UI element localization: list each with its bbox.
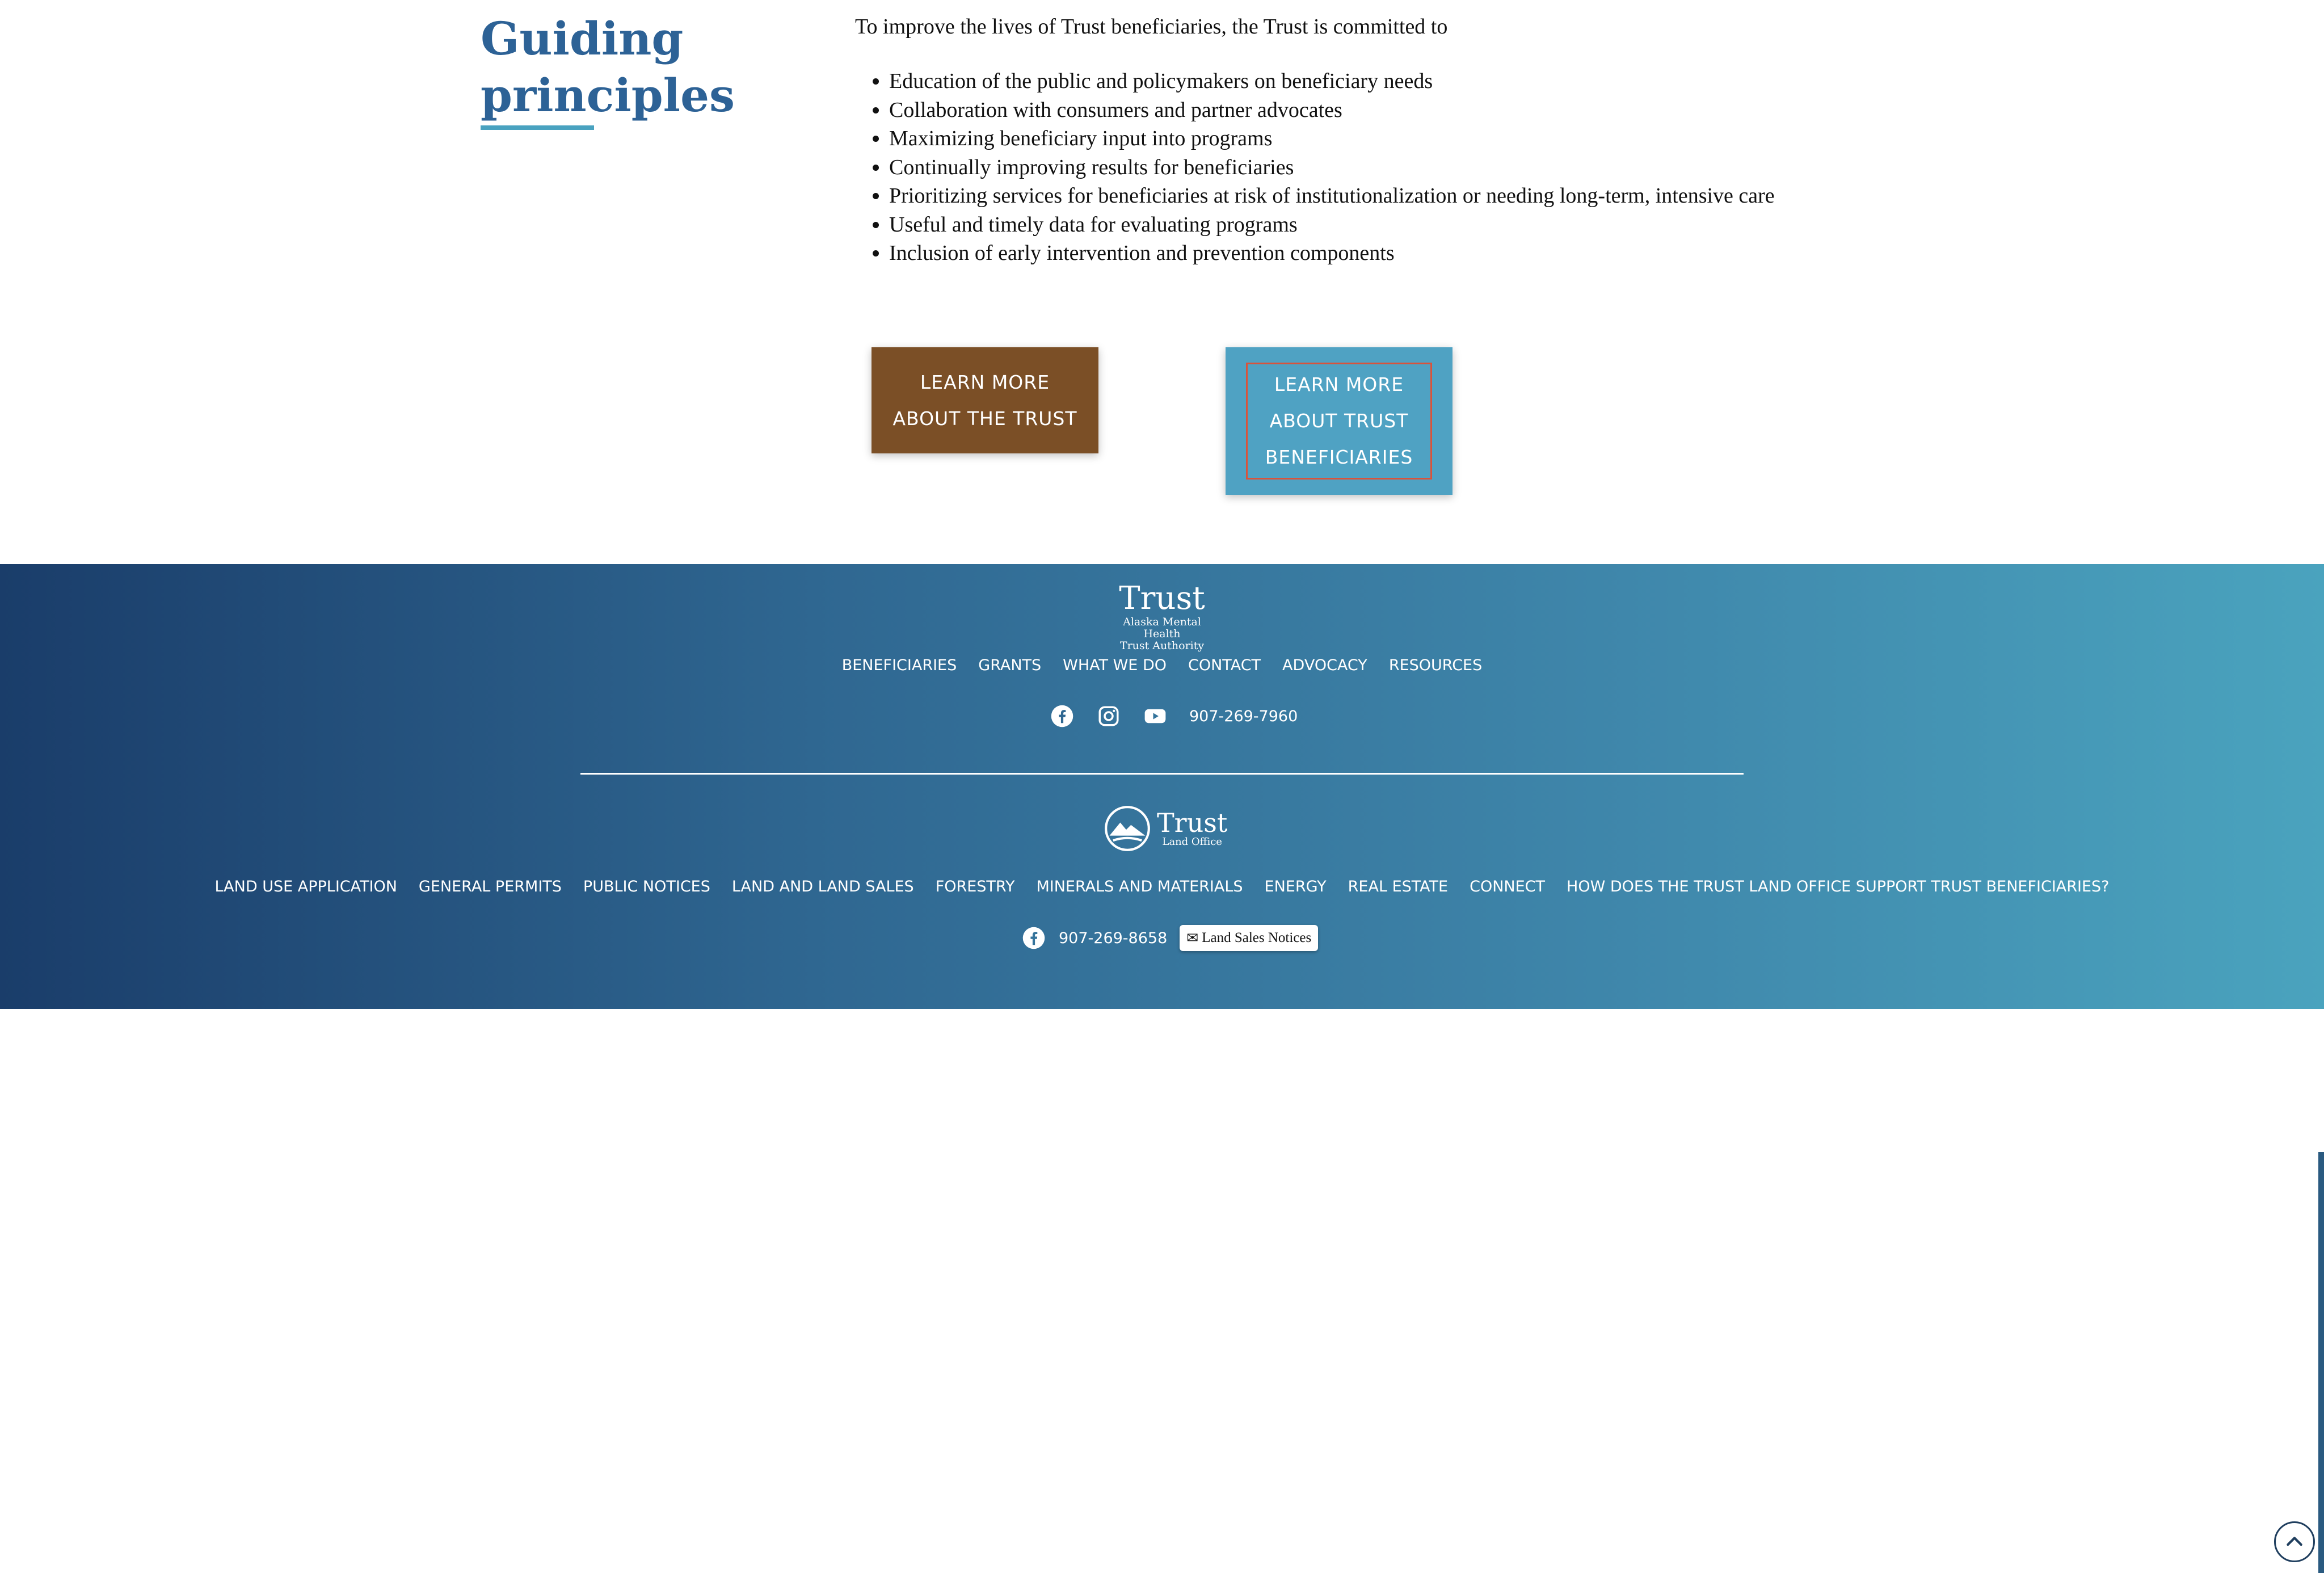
footer-nav [0,657,2324,674]
land-nav-minerals-and-materials[interactable]: MINERALS AND MATERIALS [1036,878,1243,895]
phone-number[interactable]: 907-269-7960 [1189,707,1298,725]
logo-line-2: Trust Authority [1119,640,1205,652]
scroll-to-top-button[interactable] [2274,1521,2315,1562]
land-office-nav [0,878,2324,895]
list-item: • Useful and timely data for evaluating programs [889,211,1775,239]
learn-more-trust-button[interactable] [872,347,1098,453]
list-item: • Education of the public and policymakers on beneficiary needs [889,67,1775,96]
footer-nav-beneficiaries[interactable]: BENEFICIARIES [841,657,957,674]
section-heading [481,10,735,124]
scrollbar[interactable] [2318,1152,2324,1573]
footer-divider [580,773,1744,775]
footer-nav-what-we-do[interactable]: WHAT WE DO [1063,657,1167,674]
facebook-icon[interactable] [1021,926,1046,950]
footer-nav-resources[interactable]: RESOURCES [1388,657,1483,674]
logo-name: Trust [1119,580,1205,617]
principles-intro: To improve the lives of Trust beneficiaries, the Trust is committed to [855,15,1448,39]
footer-nav-advocacy[interactable]: ADVOCACY [1282,657,1367,674]
land-nav-support-beneficiaries[interactable]: HOW DOES THE TRUST LAND OFFICE SUPPORT TRUST BENEFICIARIES? [1567,878,2110,895]
button-label: LEARN MORE ABOUT THE TRUST [892,371,1077,430]
heading-underline [481,125,594,130]
learn-more-beneficiaries-button[interactable] [1226,347,1452,495]
land-nav-forestry[interactable]: FORESTRY [935,878,1015,895]
focus-outline [1246,363,1432,480]
main-content [0,0,2324,564]
list-item: • Maximizing beneficiary input into programs [889,124,1775,153]
land-office-social [1021,925,1318,951]
land-logo-sub: Land Office [1162,836,1222,848]
land-nav-public-notices[interactable]: PUBLIC NOTICES [583,878,710,895]
site-footer [0,564,2324,1009]
footer-nav-grants[interactable]: GRANTS [978,657,1042,674]
heading-line-2: principles [481,69,735,122]
mountain-logo-icon [1104,805,1151,852]
land-nav-real-estate[interactable]: REAL ESTATE [1348,878,1449,895]
land-logo-name: Trust [1157,807,1228,838]
land-office-logo[interactable] [1104,805,1227,852]
land-sales-notices-button[interactable] [1180,925,1318,951]
land-nav-land-use-application[interactable]: LAND USE APPLICATION [214,878,397,895]
footer-nav-contact[interactable]: CONTACT [1188,657,1261,674]
heading-line-1: Guiding [481,12,684,65]
list-item: • Inclusion of early intervention and prevention components [889,239,1775,268]
facebook-icon[interactable] [1050,704,1075,729]
list-item: • Collaboration with consumers and partner advocates [889,96,1775,125]
principles-list [855,67,1775,268]
land-nav-connect[interactable]: CONNECT [1470,878,1546,895]
arrow-up-icon [2283,1530,2306,1553]
land-nav-energy[interactable]: ENERGY [1264,878,1327,895]
social-links [1050,704,1298,729]
land-nav-general-permits[interactable]: GENERAL PERMITS [418,878,562,895]
trust-logo[interactable] [1105,581,1219,652]
list-item: • Prioritizing services for beneficiaries at risk of institutionalization or needing long-term, intensive care [889,182,1775,211]
land-nav-land-and-land-sales[interactable]: LAND AND LAND SALES [731,878,914,895]
instagram-icon[interactable] [1096,704,1121,729]
button-label: LEARN MORE ABOUT TRUST BENEFICIARIES [1265,373,1413,468]
youtube-icon[interactable] [1143,704,1168,729]
logo-line-1: Alaska Mental Health [1123,616,1201,640]
list-item: • Continually improving results for beneficiaries [889,153,1775,182]
land-office-phone[interactable]: 907-269-8658 [1059,929,1168,947]
button-label: Land Sales Notices [1202,930,1312,945]
envelope-icon: ✉ [1186,931,1199,946]
